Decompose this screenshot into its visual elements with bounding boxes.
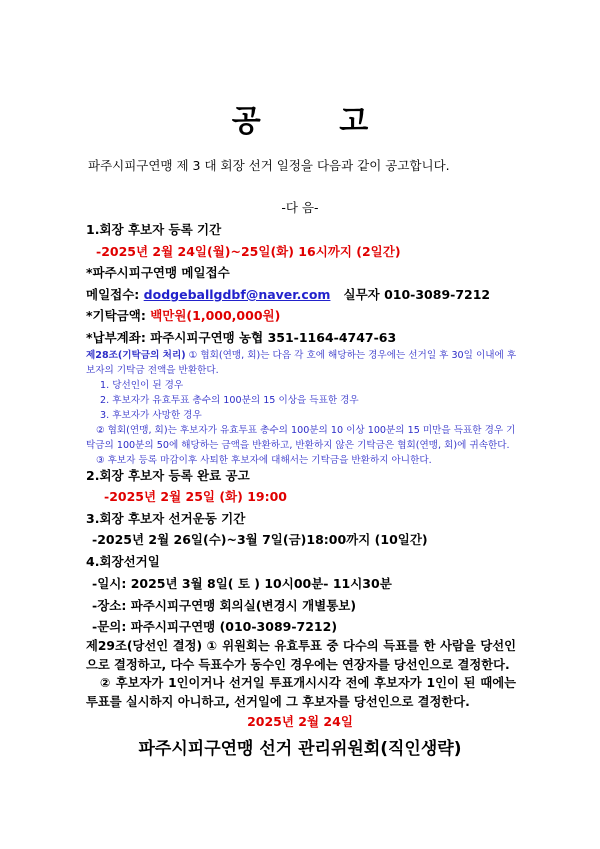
- art28-item3: 3. 후보자가 사망한 경우: [100, 410, 202, 421]
- da-eum: -다 음-: [281, 200, 319, 215]
- s2-heading: 2.회장 후보자 등록 완료 공고: [86, 468, 250, 483]
- art29-p1: 제29조(당선인 결정) ① 위원회는 유효투표 중 다수의 득표를 한 사람을 당선인으로 결정하고, 다수 득표수가 동수인 경우에는 연장자를 당선인으로 결정한다.: [86, 639, 516, 672]
- art29-p2: ② 후보자가 1인이거나 선거일 투표개시시각 전에 후보자가 1인이 된 때에는 투표를 실시하지 아니하고, 선거일에 그 후보자를 당선인으로 결정한다.: [86, 676, 516, 709]
- staff-contact: 실무자 010-3089-7212: [343, 287, 491, 302]
- s2-date: -2025년 2월 25일 (화) 19:00: [104, 489, 287, 504]
- art28-item1: 1. 당선인이 된 경우: [100, 380, 184, 391]
- s1-heading: 1.회장 후보자 등록 기간: [86, 222, 222, 237]
- intro-text: 파주시피구연맹 제 3 대 회장 선거 일정을 다음과 같이 공고합니다.: [88, 158, 450, 173]
- s4-contact: -문의: 파주시피구연맹 (010-3089-7212): [92, 619, 338, 634]
- art28-block: [86, 348, 518, 468]
- mail-label: 메일접수:: [86, 287, 140, 302]
- footer-date: 2025년 2월 24일: [247, 714, 353, 729]
- art28-item2: 2. 후보자가 유효투표 총수의 100분의 15 이상을 득표한 경우: [100, 395, 359, 406]
- art29-block: [86, 637, 516, 711]
- deposit-value: 백만원(1,000,000원): [150, 308, 281, 323]
- deposit-label: *기탁금액:: [86, 308, 146, 323]
- s1-account: *납부계좌: 파주시피구연맹 농협 351-1164-4747-63: [86, 330, 397, 345]
- s1-email-recv: *파주시피구연맹 메일접수: [86, 265, 230, 280]
- s4-heading: 4.회장선거일: [86, 554, 160, 569]
- art28-p1: 제28조(기탁금의 처리) ① 협회(연맹, 회)는 다음 각 호에 해당하는 경우에는 선거일 후 30일 이내에 후보자의 기탁금 전액을 반환한다.: [86, 350, 517, 376]
- art28-heading: 제28조(기탁금의 처리): [86, 350, 186, 361]
- email-link[interactable]: dodgeballgdbf@naver.com: [143, 287, 331, 302]
- footer-org: 파주시피구연맹 선거 관리위원회(직인생략): [138, 739, 462, 759]
- art28-p3: ③ 후보자 등록 마감이후 사퇴한 후보자에 대해서는 기탁금을 반환하지 아니한다.: [96, 455, 432, 466]
- s1-period: -2025년 2월 24일(월)~25일(화) 16시까지 (2일간): [96, 244, 401, 259]
- s1-mail-row: [86, 285, 490, 303]
- s1-deposit-row: [86, 306, 280, 324]
- s3-period: -2025년 2월 26일(수)~3월 7일(금)18:00까지 (10일간): [92, 532, 428, 547]
- notice-title: 공 고: [231, 104, 403, 139]
- s4-date: -일시: 2025년 3월 8일( 토 ) 10시00분- 11시30분: [92, 576, 392, 591]
- s4-place: -장소: 파주시피구연맹 회의실(변경시 개별통보): [92, 598, 357, 613]
- art28-p2: ② 협회(연맹, 회)는 후보자가 유효투표 총수의 100분의 10 이상 100분의 15 미만을 득표한 경우 기 탁금의 100분의 50에 해당하는 금액을 반환하고, 반환하지 않은 기탁금은 협회(연맹, 회)에 귀속한다.: [86, 425, 516, 451]
- s3-heading: 3.회장 후보자 선거운동 기간: [86, 511, 246, 526]
